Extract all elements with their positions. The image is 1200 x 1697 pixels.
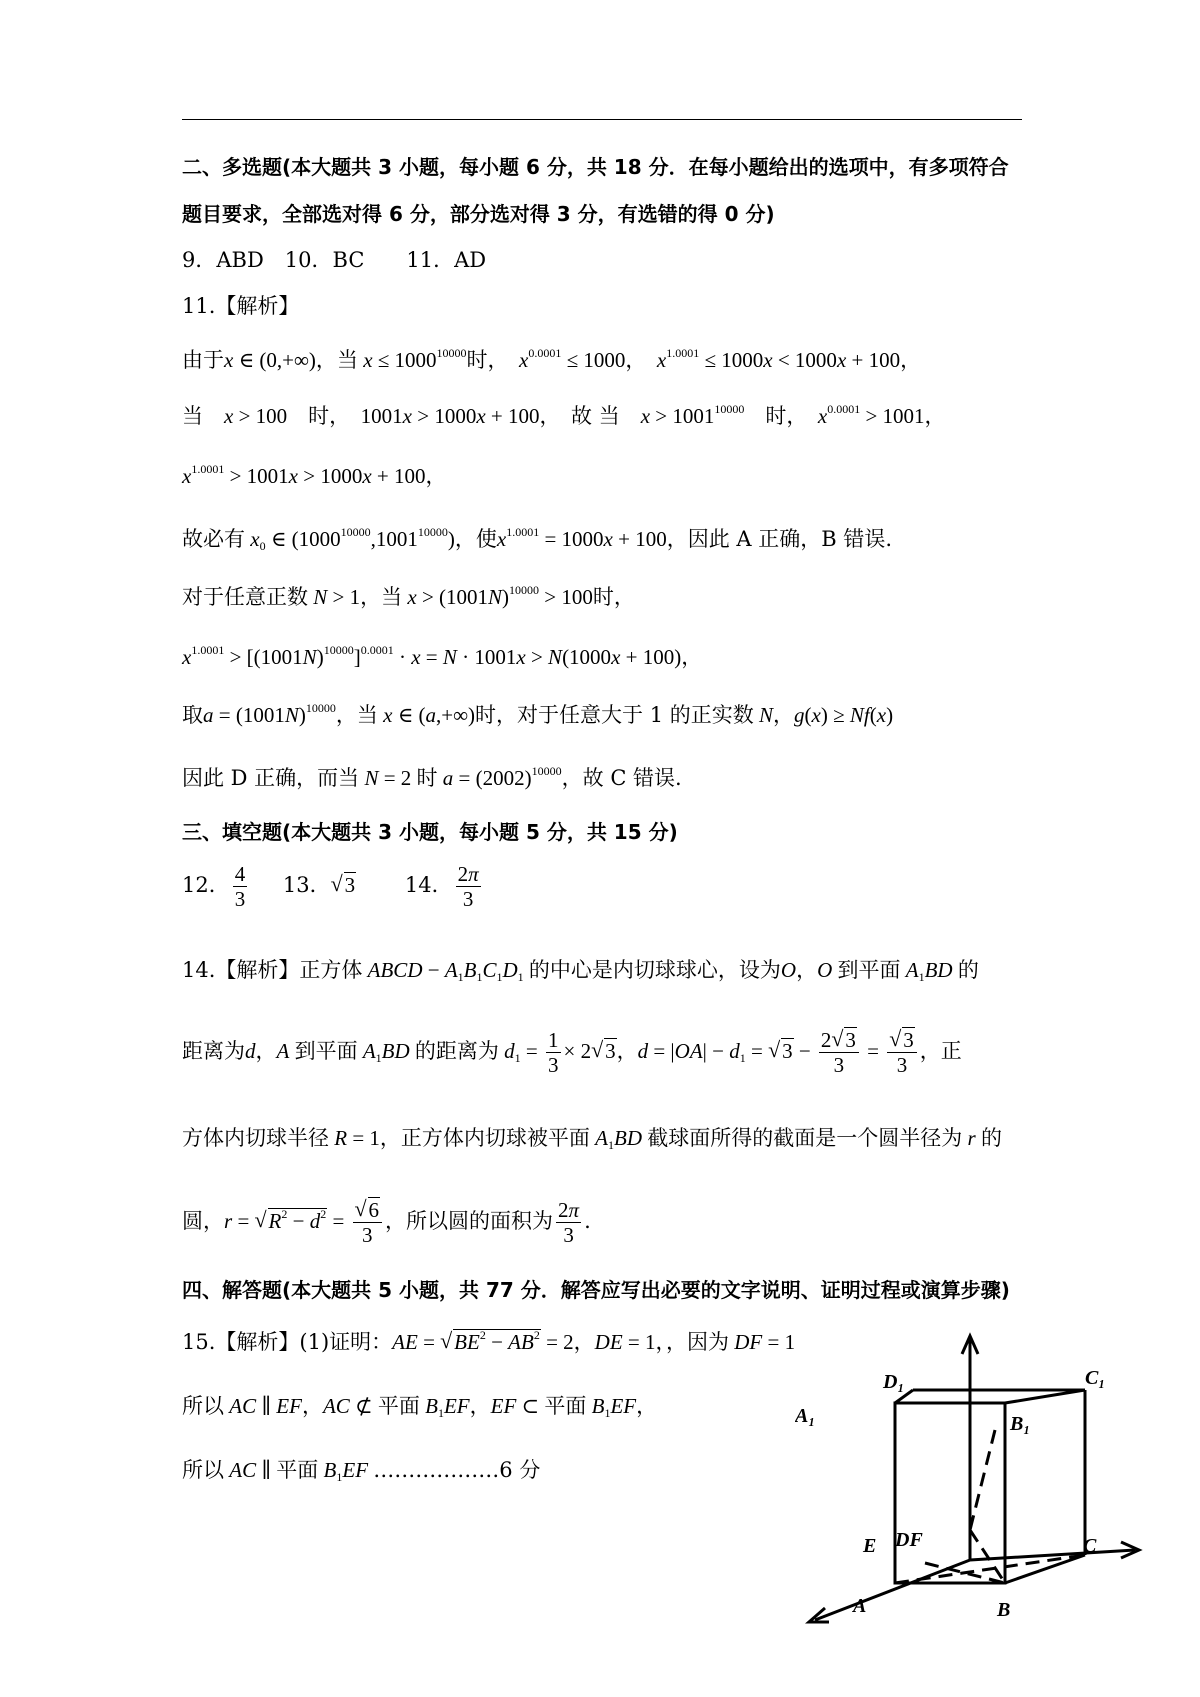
q14-line4: 圆，r = √ $R^2 - d^2$ = √ $\frac{6}{3}$ ，所以圆的面积为 $\frac{2\pi}{3}$ . (182, 1198, 591, 1247)
label-A: A (853, 1595, 867, 1617)
q11-line2: 当 x > 100 时， 1001x > 1000x + 100， 故 当 $x > 1001^{10000}$ 时， $x^{0.0001} > 1001$， (182, 402, 946, 428)
q11-line1: 由于x ∈ (0,+∞)，当 $x \le 1000^{10000}$时， $x^{0.0001} \le 1000$， $x^{1.0001} \le 1000x < 1000x + 100$， (182, 346, 922, 372)
q11-line5: 对于任意正数 N > 1，当 $x > (1001N)^{10000} > 100$时， (182, 583, 635, 609)
label-C: C (1083, 1535, 1097, 1557)
section2-heading-cont: 题目要求，全部选对得 6 分，部分选对得 3 分，有选错的得 0 分) (182, 202, 775, 226)
q14-line2: 距离为d，A 到平面 $A_1BD$ 的距离为 $d_1$ = $\frac{1}{3}$ × 2√ 3，$d = |OA| - d_1$ = √ 3 − $\frac{2√ 3}{3}$ = √ $\frac{3}{3}$ ，正 (182, 1028, 962, 1077)
label-B1: B₁ (1010, 1413, 1031, 1435)
label-D1: D₁ (883, 1371, 905, 1393)
top-rule (182, 119, 1022, 120)
section3-heading: 三、填空题(本大题共 3 小题，每小题 5 分，共 15 分) (182, 820, 678, 844)
q15-line3: 所以 AC ∥ 平面 $B_1EF$ ………………6 分 (182, 1458, 541, 1484)
label-C1: C₁ (1085, 1367, 1106, 1389)
q15-line2: 所以 AC ∥ EF，AC ⊄ 平面 $B_1EF$，EF ⊂ 平面 $B_1EF$， (182, 1394, 658, 1420)
label-E: E (863, 1535, 877, 1557)
q11-line7: 取$a = (1001N)^{10000}$，当 x ∈ (a,+∞)时，对于任意大于 1 的正实数 N，g(x) ≥ Nf(x) (182, 701, 894, 727)
fill-answers: 12． $\frac{4}{3}$ 13．√ 3 14． $\frac{2\pi}{3}$ (182, 862, 484, 911)
label-A1: A₁ (795, 1405, 816, 1427)
section4-heading: 四、解答题(本大题共 5 小题，共 77 分．解答应写出必要的文字说明、证明过程或演算步骤) (182, 1278, 1010, 1302)
cube-figure (795, 1330, 1145, 1625)
dashed-b1-f (970, 1430, 995, 1530)
q14-line3: 方体内切球半径 R = 1，正方体内切球被平面 $A_1BD$ 截球面所得的截面是一个圆半径为 r 的 (182, 1126, 1002, 1152)
q14-line1: 14.【解析】正方体 ABCD − $A_1B_1C_1D_1$ 的中心是内切球球心，设为O，O 到平面 $A_1BD$ 的 (182, 958, 979, 984)
q11-title: 11.【解析】 (182, 294, 300, 318)
q11-line6: $x^{1.0001} > [(1001N)^{10000}]^{0.0001} \cdot x = N \cdot 1001x > N(1000x + 100)$， (182, 643, 703, 669)
q15-line1: 15.【解析】(1)证明：AE = √ $BE^2 - AB^2 = 2$，DE = 1，，因为 DF = 1 (182, 1330, 795, 1355)
q11-line3: $x^{1.0001} > 1001x > 1000x + 100$， (182, 462, 447, 488)
q11-line8: 因此 D 正确，而当 N = 2 时 $a = (2002)^{10000}$，故 C 错误. (182, 764, 682, 790)
q11-line4: 故必有 $x_0$ ∈ $(1000^{10000},1001^{10000})$，使$x^{1.0001} = 1000x + 100$，因此 A 正确，B 错误. (182, 525, 893, 553)
section2-heading: 二、多选题(本大题共 3 小题，每小题 6 分，共 18 分．在每小题给出的选项中，有多项符合 (182, 155, 1009, 179)
mc-answers: 9．ABD 10．BC 11．AD (182, 248, 487, 272)
label-DF: DF (895, 1529, 923, 1551)
label-B: B (997, 1599, 1011, 1621)
